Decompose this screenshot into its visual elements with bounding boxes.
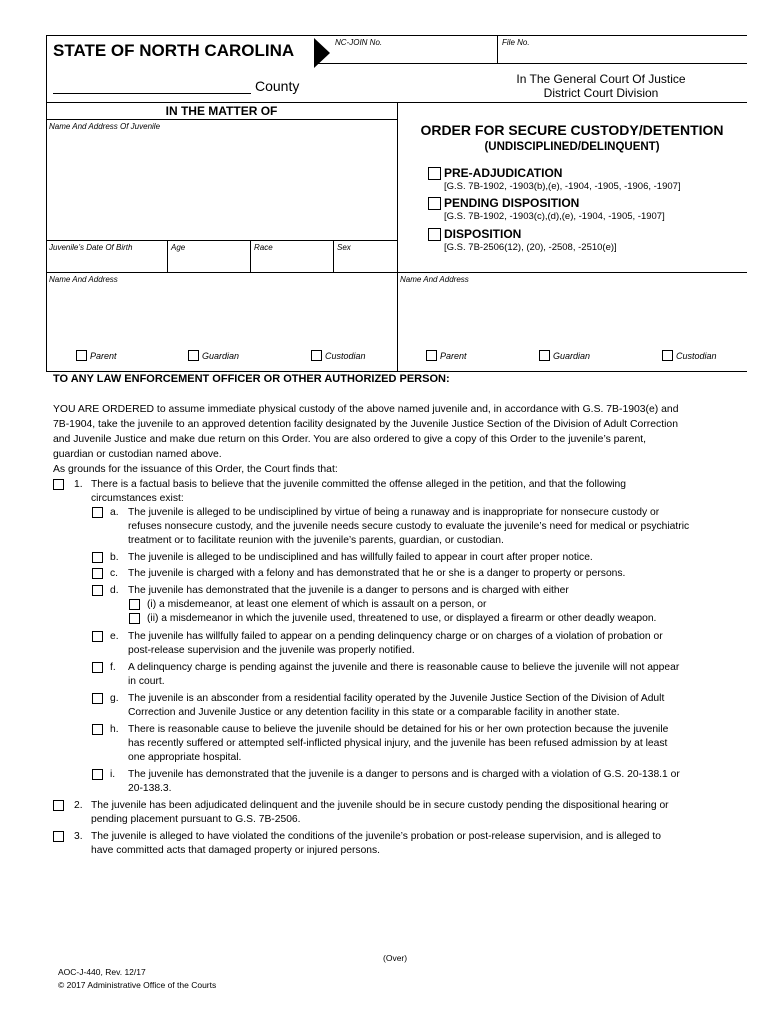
order-title: ORDER FOR SECURE CUSTODY/DETENTION xyxy=(420,122,724,138)
disposition-checkbox[interactable] xyxy=(428,228,441,241)
sub-e-line: The juvenile has willfully failed to appear on a pending delinquency charge or on charges of a violation of probation or xyxy=(128,631,663,642)
sub-a-line: refuses nonsecure custody, and the juvenile needs secure custody to evaluate the juvenile’s need for medical or psychiatric xyxy=(128,521,690,532)
sub-d-text xyxy=(128,584,569,598)
sub-a-letter: a. xyxy=(110,507,119,518)
sub-i-line: The juvenile has demonstrated that the juvenile is a danger to persons and is charged with a violation of G.S. 20-138.1 or xyxy=(128,769,680,780)
juvenile-name-address-label: Name And Address Of Juvenile xyxy=(49,122,161,131)
file-no-label: File No. xyxy=(502,38,530,47)
pre-adjudication-statute: [G.S. 7B-1902, -1903(b),(e), -1904, -1905, -1906, -1907] xyxy=(444,181,681,192)
party1-custodian-label: Custodian xyxy=(325,351,366,361)
party2-parent-checkbox[interactable] xyxy=(426,350,437,361)
item-1-line: circumstances exist: xyxy=(91,493,184,504)
item-2-checkbox[interactable] xyxy=(53,800,64,811)
sub-c-text xyxy=(128,567,625,581)
sub-h-letter: h. xyxy=(110,724,119,735)
item-3-checkbox[interactable] xyxy=(53,831,64,842)
sub-d-ii-text: (ii) a misdemeanor in which the juvenile used, threatened to use, or displayed a firearm or other deadly weapon. xyxy=(147,613,657,624)
pre-adjudication-label: PRE-ADJUDICATION xyxy=(444,166,563,180)
state-title: STATE OF NORTH CAROLINA xyxy=(53,41,295,60)
sub-f-line: in court. xyxy=(128,676,165,687)
item-2-number: 2. xyxy=(74,800,83,811)
sub-b-checkbox[interactable] xyxy=(92,552,103,563)
sub-d-ii-checkbox[interactable] xyxy=(129,613,140,624)
court-line2: District Court Division xyxy=(543,86,659,100)
party1-guardian-label: Guardian xyxy=(202,351,240,361)
race-label: Race xyxy=(254,243,273,252)
disposition-label: DISPOSITION xyxy=(444,227,522,241)
party1-parent-label: Parent xyxy=(90,351,117,361)
item-3-number: 3. xyxy=(74,831,83,842)
order-subtitle: (UNDISCIPLINED/DELINQUENT) xyxy=(484,141,660,153)
court-line1: In The General Court Of Justice xyxy=(516,72,686,86)
party1-parent-option[interactable] xyxy=(76,350,117,361)
sub-c-checkbox[interactable] xyxy=(92,568,103,579)
order-paragraph xyxy=(53,402,678,477)
item-2-line: The juvenile has been adjudicated delinquent and the juvenile should be in secure custody pending the dispositional hearing or xyxy=(91,800,669,811)
sub-h-text xyxy=(128,723,668,765)
sub-i-checkbox[interactable] xyxy=(92,769,103,780)
party1-name-address-label: Name And Address xyxy=(49,275,118,284)
sub-e-line: post-release supervision and the juvenile was properly notified. xyxy=(128,645,415,656)
party2-name-address-label: Name And Address xyxy=(400,275,469,284)
sub-d-letter: d. xyxy=(110,585,119,596)
item-1-number: 1. xyxy=(74,479,83,490)
party2-guardian-option[interactable] xyxy=(539,350,590,361)
sub-b-line: The juvenile is alleged to be undisciplined and has willfully failed to appear in court after proper notice. xyxy=(128,552,593,563)
sub-f-text xyxy=(128,661,679,689)
sex-label: Sex xyxy=(337,243,351,252)
party2-custodian-label: Custodian xyxy=(676,351,717,361)
sub-a-line: treatment or to facilitate reunion with the juvenile’s parents, guardian, or custodian. xyxy=(128,535,504,546)
sub-g-letter: g. xyxy=(110,693,119,704)
sub-h-line: There is reasonable cause to believe the juvenile should be detained for his or her own protection because the juvenile xyxy=(128,724,669,735)
item-3-text xyxy=(91,830,661,858)
body-heading: TO ANY LAW ENFORCEMENT OFFICER OR OTHER AUTHORIZED PERSON: xyxy=(53,373,450,385)
order-paragraph-line: YOU ARE ORDERED to assume immediate physical custody of the above named juvenile and, in accordance with G.S. 7B-1903(e) and xyxy=(53,404,679,415)
party2-guardian-label: Guardian xyxy=(553,351,591,361)
party1-guardian-checkbox[interactable] xyxy=(188,350,199,361)
sub-f-line: A delinquency charge is pending against the juvenile and there is reasonable cause to believe the juvenile will not appear xyxy=(128,662,680,673)
sub-g-checkbox[interactable] xyxy=(92,693,103,704)
sub-e-letter: e. xyxy=(110,631,119,642)
party1-parent-checkbox[interactable] xyxy=(76,350,87,361)
order-paragraph-line: guardian or custodian named above. xyxy=(53,449,222,460)
party2-parent-option[interactable] xyxy=(426,350,467,361)
sub-g-line: Correction and Juvenile Justice or any detention facility in this state or a comparable facility in another state. xyxy=(128,707,620,718)
party2-parent-label: Parent xyxy=(440,351,467,361)
sub-i-line: 20-138.3. xyxy=(128,783,172,794)
nc-join-label: NC-JOIN No. xyxy=(335,38,383,47)
item-1-line: There is a factual basis to believe that the juvenile committed the offense alleged in the petition, and that the following xyxy=(91,479,627,490)
county-input-line[interactable] xyxy=(53,93,251,94)
grounds-line: As grounds for the issuance of this Order, the Court finds that: xyxy=(53,464,338,475)
sub-f-letter: f. xyxy=(110,662,116,673)
party2-custodian-checkbox[interactable] xyxy=(662,350,673,361)
county-label: County xyxy=(255,78,300,94)
sub-c-letter: c. xyxy=(110,568,119,579)
over-label: (Over) xyxy=(383,953,408,963)
sub-g-line: The juvenile is an absconder from a residential facility operated by the Juvenile Justice Section of the Division of Adult xyxy=(128,693,665,704)
sub-e-checkbox[interactable] xyxy=(92,631,103,642)
item-1-checkbox[interactable] xyxy=(53,479,64,490)
sub-h-line: one appropriate hospital. xyxy=(128,752,242,763)
sub-f-checkbox[interactable] xyxy=(92,662,103,673)
sub-d-i-text: (i) a misdemeanor, at least one element of which is assault on a person, or xyxy=(147,599,487,610)
item-3-line: have committed acts that damaged property or injured persons. xyxy=(91,845,381,856)
pending-disposition-statute: [G.S. 7B-1902, -1903(c),(d),(e), -1904, -1905, -1907] xyxy=(444,211,665,222)
sub-d-i-checkbox[interactable] xyxy=(129,599,140,610)
in-the-matter-title: IN THE MATTER OF xyxy=(165,104,278,118)
party1-guardian-option[interactable] xyxy=(188,350,239,361)
sub-b-letter: b. xyxy=(110,552,119,563)
sub-a-line: The juvenile is alleged to be undisciplined by virtue of being a runaway and is inappropriate for nonsecure custody or xyxy=(128,507,660,518)
sub-d-line: The juvenile has demonstrated that the juvenile is a danger to persons and is charged with either xyxy=(128,585,569,596)
sub-h-line: has recently suffered or attempted self-inflicted physical injury, and the juvenile has been refused admission by at least xyxy=(128,738,668,749)
item-3-line: The juvenile is alleged to have violated the conditions of the juvenile’s probation or post-release supervision, and is alleged to xyxy=(91,831,661,842)
disposition-statute: [G.S. 7B-2506(12), (20), -2508, -2510(e)] xyxy=(444,242,617,253)
item-1-text xyxy=(91,478,626,506)
sub-c-line: The juvenile is charged with a felony and has demonstrated that he or she is a danger to property or persons. xyxy=(128,568,626,579)
sub-g-text xyxy=(128,692,664,720)
sub-a-text xyxy=(128,506,689,548)
sub-i-letter: i. xyxy=(110,769,116,780)
pre-adjudication-checkbox[interactable] xyxy=(428,167,441,180)
age-label: Age xyxy=(171,243,186,252)
pending-disposition-checkbox[interactable] xyxy=(428,197,441,210)
copyright: © 2017 Administrative Office of the Courts xyxy=(58,980,217,990)
pending-disposition-label: PENDING DISPOSITION xyxy=(444,196,580,210)
party1-custodian-checkbox[interactable] xyxy=(311,350,322,361)
item-2-line: pending placement pursuant to G.S. 7B-2506. xyxy=(91,814,301,825)
party2-custodian-option[interactable] xyxy=(662,350,717,361)
sub-e-text xyxy=(128,630,663,658)
sub-a-checkbox[interactable] xyxy=(92,507,103,518)
order-paragraph-line: 7B-1904, take the juvenile to an approved detention facility designated by the Juvenile Justice Section of the Division of Adult Correction xyxy=(53,419,678,430)
sub-d-checkbox[interactable] xyxy=(92,585,103,596)
item-2-text xyxy=(91,799,669,827)
sub-b-text xyxy=(128,551,593,565)
form-number: AOC-J-440, Rev. 12/17 xyxy=(58,967,146,977)
sub-i-text xyxy=(128,768,680,796)
party2-guardian-checkbox[interactable] xyxy=(539,350,550,361)
order-paragraph-line: and Juvenile Justice and make due return on this Order. You are also ordered to give a copy of this Order to the juvenile’s parent, xyxy=(53,434,647,445)
party1-custodian-option[interactable] xyxy=(311,350,366,361)
dob-label: Juvenile’s Date Of Birth xyxy=(49,243,133,252)
sub-h-checkbox[interactable] xyxy=(92,724,103,735)
